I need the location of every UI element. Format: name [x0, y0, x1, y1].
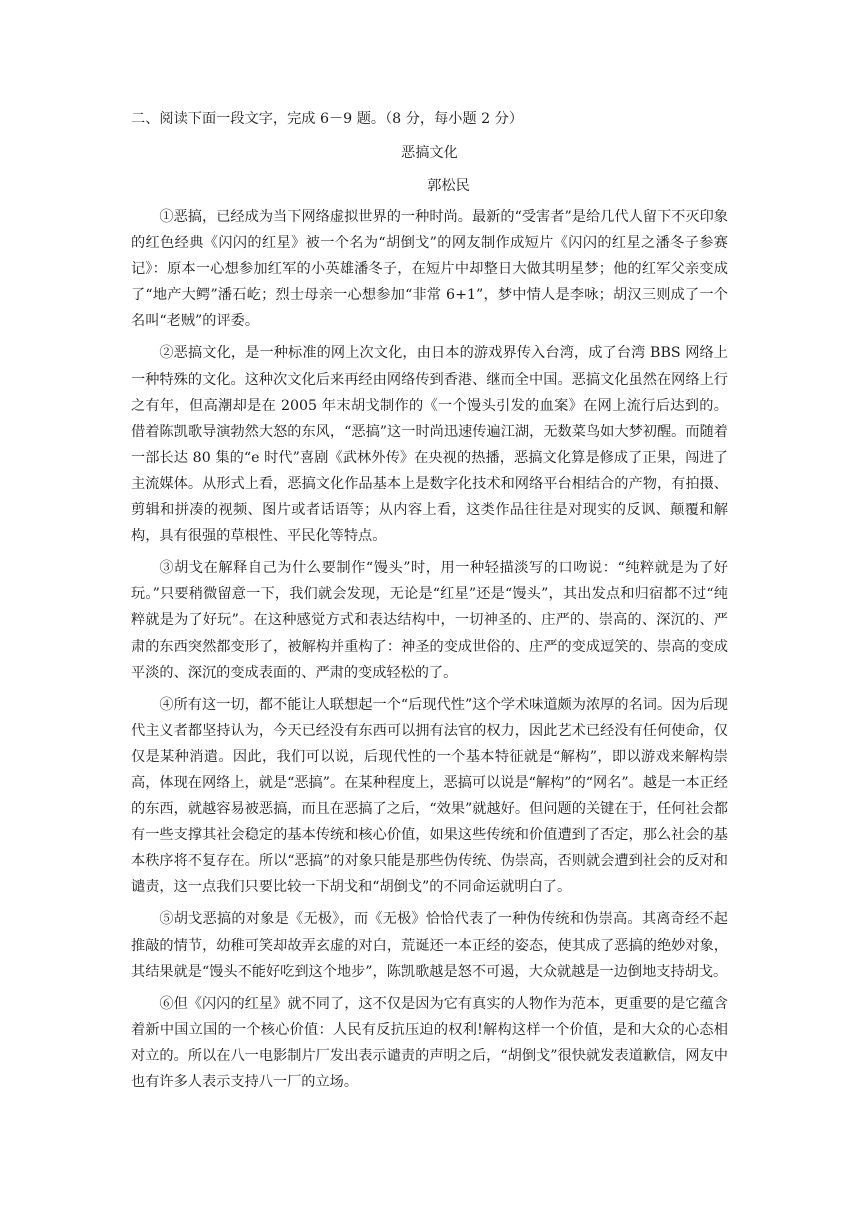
paragraph-6: ⑥但《闪闪的红星》就不同了，这不仅是因为它有真实的人物作为范本，更重要的是它蕴含着新中国立国的一个核心价值：人民有反抗压迫的权利!解构这样一个价值，是和大众的心态相对立的。所以在八一电影制片厂发出表示谴责的声明之后，“胡倒戈”很快就发表道歉信，网友中也有许多人表示支持八一厂的立场。 — [131, 995, 728, 1090]
article-title: 恶搞文化 — [401, 145, 458, 161]
section-heading: 二、阅读下面一段文字，完成 6－9 题。（8 分，每小题 2 分） — [131, 111, 524, 127]
paragraph-5: ⑤胡戈恶搞的对象是《无极》，而《无极》恰恰代表了一种伪传统和伪崇高。其离奇经不起推敲的情节，幼稚可笑却故弄玄虚的对白，荒诞还一本正经的姿态，使其成了恶搞的绝妙对象，其结果就是“馒头不能好吃到这个地步”，陈凯歌越是怒不可遏，大众就越是一边倒地支持胡戈。 — [131, 911, 728, 980]
article-author: 郭松民 — [427, 178, 470, 194]
paragraph-2: ②恶搞文化，是一种标准的网上次文化，由日本的游戏界传入台湾，成了台湾 BBS 网络上一种特殊的文化。这种次文化后来再经由网络传到香港、继而全中国。恶搞文化虽然在网络上行之有年，但高潮却是在 2005 年末胡戈制作的《一个馒头引发的血案》在网上流行后达到的。借着陈凯歌导演勃然大怒的东风，“恶搞”这一时尚迅速传遍江湖，无数菜鸟如大梦初醒。而随着一部长达 80 集的“e 时代”喜剧《武林外传》在央视的热播，恶搞文化算是修成了正果，闯进了主流媒体。从形式上看，恶搞文化作品基本上是数字化技术和网络平台相结合的产物，有拍摄、剪辑和拼凑的视频、图片或者话语等；从内容上看，这类作品往往是对现实的反讽、颠覆和解构，具有很强的草根性、平民化等特点。 — [131, 345, 728, 545]
document-page — [131, 106, 728, 1095]
paragraph-3: ③胡戈在解释自己为什么要制作“馒头”时，用一种轻描淡写的口吻说：“纯粹就是为了好玩。”只要稍微留意一下，我们就会发现，无论是“红星”还是“馒头”，其出发点和归宿都不过“纯粹就是为了好玩”。在这种感觉方式和表达结构中，一切神圣的、庄严的、崇高的、深沉的、严肃的东西突然都变形了，被解构并重构了：神圣的变成世俗的、庄严的变成逗笑的、崇高的变成平淡的、深沉的变成表面的、严肃的变成轻松的了。 — [131, 560, 728, 681]
paragraph-4: ④所有这一切，都不能让人联想起一个“后现代性”这个学术味道颇为浓厚的名词。因为后现代主义者都坚持认为，今天已经没有东西可以拥有法官的权力，因此艺术已经没有任何使命，仅仅是某种消遣。因此，我们可以说，后现代性的一个基本特征就是“解构”，即以游戏来解构崇高，体现在网络上，就是“恶搞”。在某种程度上，恶搞可以说是“解构”的“网名”。越是一本正经的东西，就越容易被恶搞，而且在恶搞了之后，“效果”就越好。但问题的关键在于，任何社会都有一些支撑其社会稳定的基本传统和核心价值，如果这些传统和价值遭到了否定，那么社会的基本秩序将不复存在。所以“恶搞”的对象只能是那些伪传统、伪崇高，否则就会遭到社会的反对和谴责，这一点我们只要比较一下胡戈和“胡倒戈”的不同命运就明白了。 — [131, 696, 728, 896]
paragraph-1: ①恶搞，已经成为当下网络虚拟世界的一种时尚。最新的“受害者”是给几代人留下不灭印象的红色经典《闪闪的红星》被一个名为“胡倒戈”的网友制作成短片《闪闪的红星之潘冬子参赛记》：原本一心想参加红军的小英雄潘冬子，在短片中却整日大做其明星梦；他的红军父亲变成了“地产大鳄”潘石屹；烈士母亲一心想参加“非常 6+1”，梦中情人是李咏；胡汉三则成了一个名叫“老贼”的评委。 — [131, 209, 728, 330]
